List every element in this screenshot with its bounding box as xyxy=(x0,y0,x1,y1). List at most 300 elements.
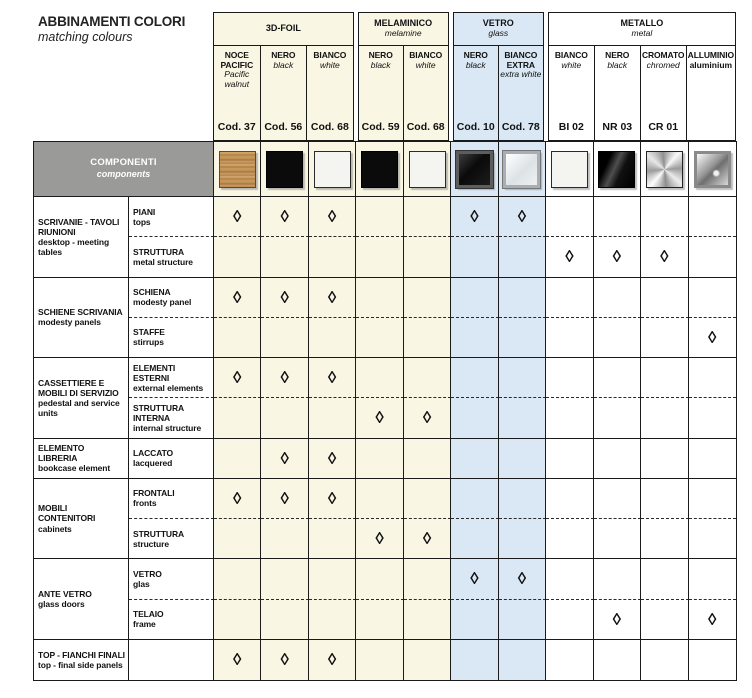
match-diamond-mark: ◊ xyxy=(708,327,717,347)
match-cell xyxy=(309,640,356,680)
match-diamond-mark: ◊ xyxy=(565,247,574,267)
column-header-nero-cod-56 xyxy=(260,46,307,140)
match-cell xyxy=(451,439,498,479)
match-cell xyxy=(214,479,261,519)
color-translation-label: black xyxy=(607,59,628,70)
component-label-english: internal structure xyxy=(133,422,202,433)
group-name-label: METALLO xyxy=(620,18,664,29)
color-name-label: BIANCO xyxy=(554,50,588,60)
match-diamond-mark: ◊ xyxy=(280,650,289,670)
color-name-label: BIANCO xyxy=(409,50,443,60)
aluminium-swatch xyxy=(694,151,731,188)
match-diamond-mark: ◊ xyxy=(470,569,479,589)
page-title xyxy=(38,14,185,44)
match-cell xyxy=(451,278,498,318)
match-diamond-mark: ◊ xyxy=(327,207,337,227)
match-diamond-mark: ◊ xyxy=(233,368,242,388)
group-label-italian: ANTE VETRO xyxy=(38,588,92,599)
match-cell xyxy=(261,197,308,237)
component-label-italian: STRUTTURA xyxy=(133,246,185,257)
match-cell xyxy=(451,197,498,237)
match-cell xyxy=(641,559,688,599)
match-cell xyxy=(451,559,498,599)
match-cell xyxy=(689,278,736,318)
white-swatch xyxy=(551,151,588,188)
column-header-noce-pacific-cod-37 xyxy=(214,46,260,140)
match-cell xyxy=(261,559,308,599)
sub-label-piani xyxy=(129,197,214,237)
swatch-cell-nero xyxy=(261,142,308,197)
color-name-label: NOCE PACIFIC xyxy=(220,50,254,70)
component-label-italian: VETRO xyxy=(133,568,162,579)
match-cell xyxy=(641,519,688,559)
match-cell xyxy=(689,237,736,277)
component-label-english: tops xyxy=(133,216,151,227)
match-cell xyxy=(214,278,261,318)
metal-black-swatch xyxy=(598,151,635,188)
match-cell xyxy=(356,479,403,519)
column-header-nero-cod-59 xyxy=(359,46,403,140)
match-diamond-mark: ◊ xyxy=(327,368,337,388)
group-label-mobili-contenitori xyxy=(34,479,129,560)
color-translation-label: black xyxy=(465,59,486,70)
match-diamond-mark: ◊ xyxy=(470,207,479,227)
group-columns xyxy=(214,46,353,140)
match-cell xyxy=(689,398,736,438)
match-cell xyxy=(641,600,688,640)
match-cell xyxy=(309,439,356,479)
color-code-label: Cod. 37 xyxy=(217,121,256,134)
sub-label-frontali xyxy=(129,479,214,519)
match-diamond-mark: ◊ xyxy=(280,207,289,227)
column-group-title xyxy=(214,13,353,46)
group-label-english: modesty panels xyxy=(38,317,101,328)
match-cell xyxy=(594,237,641,277)
sub-label-empty xyxy=(129,640,214,680)
column-header-alluminio-x xyxy=(686,46,735,140)
swatch-cell-cromato xyxy=(641,142,688,197)
swatch-cell-alluminio xyxy=(689,142,736,197)
match-cell xyxy=(499,398,546,438)
group-columns xyxy=(359,46,448,140)
match-diamond-mark: ◊ xyxy=(375,529,384,549)
column-group-melaminico xyxy=(358,12,449,141)
component-label-italian: LACCATO xyxy=(133,448,174,459)
match-diamond-mark: ◊ xyxy=(517,569,527,589)
group-label-scrivanie-tavoli-riunioni xyxy=(34,197,129,278)
match-diamond-mark: ◊ xyxy=(327,448,337,468)
color-name-label: NERO xyxy=(368,50,393,60)
color-code-label: NR 03 xyxy=(602,121,633,134)
group-label-italian: MOBILI CONTENITORI xyxy=(38,503,96,524)
match-cell xyxy=(499,439,546,479)
component-label-italian: ELEMENTI ESTERNI xyxy=(133,362,176,383)
match-cell xyxy=(499,600,546,640)
match-cell xyxy=(546,197,593,237)
match-cell xyxy=(689,358,736,398)
match-diamond-mark: ◊ xyxy=(422,408,432,428)
match-cell xyxy=(451,318,498,358)
group-translation-label: melamine xyxy=(384,28,422,39)
match-cell xyxy=(214,559,261,599)
match-cell xyxy=(356,358,403,398)
match-cell xyxy=(641,278,688,318)
match-cell xyxy=(641,640,688,680)
match-cell xyxy=(404,559,451,599)
match-cell xyxy=(689,640,736,680)
group-name-label: VETRO xyxy=(482,18,514,29)
match-cell xyxy=(641,398,688,438)
color-translation-label: chromed xyxy=(646,59,680,70)
match-cell xyxy=(451,398,498,438)
column-group-3d-foil xyxy=(213,12,354,141)
color-code-label: Cod. 59 xyxy=(361,121,400,134)
sub-label-struttura-interna xyxy=(129,398,214,438)
component-label-english: stirrups xyxy=(133,337,164,348)
column-group-title xyxy=(549,13,735,46)
match-cell xyxy=(689,439,736,479)
sub-label-struttura xyxy=(129,237,214,277)
match-cell xyxy=(594,600,641,640)
match-cell xyxy=(594,519,641,559)
component-label-italian: TELAIO xyxy=(133,609,164,620)
color-name-label: NERO xyxy=(463,50,488,60)
color-translation-label: extra white xyxy=(500,69,542,80)
glass-white-swatch xyxy=(503,151,540,188)
group-label-elemento-libreria xyxy=(34,439,129,479)
match-cell xyxy=(451,479,498,519)
match-cell xyxy=(309,398,356,438)
color-code-label: Cod. 68 xyxy=(310,121,349,134)
column-header-bianco-extra-cod-78 xyxy=(498,46,543,140)
match-cell xyxy=(404,600,451,640)
sub-label-vetro xyxy=(129,559,214,599)
match-cell xyxy=(214,439,261,479)
group-label-italian: TOP - FIANCHI FINALI xyxy=(38,649,125,660)
match-cell xyxy=(309,278,356,318)
swatch-cell-bianco-extra xyxy=(499,142,546,197)
match-cell xyxy=(404,318,451,358)
component-label-italian: STRUTTURA xyxy=(133,528,185,539)
match-diamond-mark: ◊ xyxy=(327,650,337,670)
match-cell xyxy=(261,318,308,358)
color-code-label: BI 02 xyxy=(558,121,584,134)
group-label-schiene-scrivania xyxy=(34,278,129,359)
match-cell xyxy=(261,237,308,277)
match-diamond-mark: ◊ xyxy=(660,247,669,267)
match-cell xyxy=(689,600,736,640)
page-title-english: matching colours xyxy=(38,30,133,44)
match-cell xyxy=(451,358,498,398)
column-group-vetro xyxy=(453,12,544,141)
match-cell xyxy=(451,600,498,640)
match-cell xyxy=(594,318,641,358)
match-cell xyxy=(594,197,641,237)
match-diamond-mark: ◊ xyxy=(612,247,622,267)
match-cell xyxy=(641,439,688,479)
sub-label-struttura xyxy=(129,519,214,559)
match-diamond-mark: ◊ xyxy=(280,488,289,508)
match-cell xyxy=(499,519,546,559)
match-cell xyxy=(594,398,641,438)
white-swatch xyxy=(314,151,351,188)
match-diamond-mark: ◊ xyxy=(327,287,337,307)
match-cell xyxy=(214,600,261,640)
component-label-english: lacquered xyxy=(133,458,173,469)
match-cell xyxy=(309,197,356,237)
match-cell xyxy=(546,479,593,519)
color-name-label: NERO xyxy=(605,50,630,60)
color-code-label: CR 01 xyxy=(648,121,679,134)
match-cell xyxy=(499,640,546,680)
match-cell xyxy=(499,318,546,358)
match-cell xyxy=(546,600,593,640)
match-cell xyxy=(404,278,451,318)
match-diamond-mark: ◊ xyxy=(280,448,289,468)
wood-swatch xyxy=(219,151,256,188)
match-diamond-mark: ◊ xyxy=(233,488,242,508)
match-cell xyxy=(594,278,641,318)
color-translation-label: black xyxy=(273,59,294,70)
sub-label-elementi-esterni xyxy=(129,358,214,398)
group-label-ante-vetro xyxy=(34,559,129,640)
match-cell xyxy=(689,479,736,519)
match-cell xyxy=(309,559,356,599)
color-name-label: ALLUMINIO xyxy=(687,50,734,60)
match-cell xyxy=(356,197,403,237)
glass-black-swatch xyxy=(456,151,493,188)
sub-label-laccato xyxy=(129,439,214,479)
group-label-italian: ELEMENTO LIBRERIA xyxy=(38,443,85,464)
group-name-label: MELAMINICO xyxy=(374,18,433,29)
group-translation-label: metal xyxy=(631,28,653,39)
group-label-english: desktop - meeting tables xyxy=(38,236,110,257)
column-header-cromato-cr-01 xyxy=(640,46,686,140)
match-cell xyxy=(214,640,261,680)
match-cell xyxy=(214,398,261,438)
match-cell xyxy=(356,237,403,277)
black-swatch xyxy=(361,151,398,188)
match-cell xyxy=(261,519,308,559)
group-label-italian: SCHIENE SCRIVANIA xyxy=(38,307,123,318)
color-translation-label: white xyxy=(319,59,340,70)
column-group-title xyxy=(359,13,448,46)
match-cell xyxy=(356,559,403,599)
column-header-nero-cod-10 xyxy=(454,46,498,140)
component-label-italian: PIANI xyxy=(133,206,156,217)
match-cell xyxy=(689,559,736,599)
match-cell xyxy=(499,358,546,398)
match-cell xyxy=(641,237,688,277)
match-diamond-mark: ◊ xyxy=(708,609,717,629)
sub-label-schiena xyxy=(129,278,214,318)
component-label-english: modesty panel xyxy=(133,297,192,308)
match-cell xyxy=(404,640,451,680)
match-cell xyxy=(499,559,546,599)
group-label-english: top - final side panels xyxy=(38,659,123,670)
match-cell xyxy=(451,640,498,680)
chrome-swatch xyxy=(646,151,683,188)
color-name-label: CROMATO xyxy=(641,50,685,60)
match-cell xyxy=(356,318,403,358)
sub-label-staffe xyxy=(129,318,214,358)
match-cell xyxy=(261,358,308,398)
match-cell xyxy=(499,197,546,237)
match-cell xyxy=(594,559,641,599)
column-group-title xyxy=(454,13,543,46)
match-cell xyxy=(689,318,736,358)
match-diamond-mark: ◊ xyxy=(612,609,622,629)
color-code-label: Cod. 68 xyxy=(406,121,445,134)
match-cell xyxy=(499,237,546,277)
match-cell xyxy=(404,197,451,237)
match-cell xyxy=(546,398,593,438)
match-cell xyxy=(261,278,308,318)
match-cell xyxy=(451,519,498,559)
swatch-cell-bianco xyxy=(404,142,451,197)
match-cell xyxy=(261,398,308,438)
page-title-italian: ABBINAMENTI COLORI xyxy=(38,14,186,29)
match-diamond-mark: ◊ xyxy=(233,207,242,227)
match-cell xyxy=(594,358,641,398)
match-cell xyxy=(356,640,403,680)
color-code-label: Cod. 56 xyxy=(264,121,303,134)
match-cell xyxy=(546,318,593,358)
components-header-cell xyxy=(34,142,214,197)
match-cell xyxy=(214,197,261,237)
group-label-cassettiere-e-mobili-di-servizio xyxy=(34,358,129,439)
group-label-english: pedestal and service units xyxy=(38,397,120,418)
match-cell xyxy=(214,358,261,398)
match-cell xyxy=(594,479,641,519)
match-cell xyxy=(641,318,688,358)
components-label-italian: COMPONENTI xyxy=(90,157,157,169)
match-cell xyxy=(356,398,403,438)
component-label-english: metal structure xyxy=(133,256,193,267)
match-cell xyxy=(356,439,403,479)
match-cell xyxy=(356,519,403,559)
swatch-cell-bianco xyxy=(546,142,593,197)
component-label-english: glas xyxy=(133,578,150,589)
color-code-label: Cod. 10 xyxy=(456,121,495,134)
match-diamond-mark: ◊ xyxy=(327,488,337,508)
match-cell xyxy=(214,237,261,277)
group-name-label: 3D-FOIL xyxy=(265,23,301,34)
matching-matrix-table xyxy=(33,141,737,681)
match-diamond-mark: ◊ xyxy=(375,408,384,428)
group-label-english: cabinets xyxy=(38,523,72,534)
match-cell xyxy=(641,358,688,398)
match-cell xyxy=(546,519,593,559)
match-cell xyxy=(499,479,546,519)
swatch-cell-nero xyxy=(594,142,641,197)
color-name-label: BIANCO xyxy=(313,50,347,60)
group-label-english: glass doors xyxy=(38,599,85,609)
match-cell xyxy=(689,519,736,559)
component-label-italian: STRUTTURA INTERNA xyxy=(133,402,184,423)
match-cell xyxy=(261,479,308,519)
component-label-italian: FRONTALI xyxy=(133,488,175,499)
match-cell xyxy=(404,439,451,479)
color-code-label: Cod. 78 xyxy=(501,121,540,134)
match-diamond-mark: ◊ xyxy=(280,368,289,388)
swatch-cell-nero xyxy=(451,142,498,197)
group-label-italian: CASSETTIERE E MOBILI DI SERVIZIO xyxy=(38,377,119,398)
color-translation-label: Pacific walnut xyxy=(224,69,250,89)
black-swatch xyxy=(266,151,303,188)
match-cell xyxy=(546,358,593,398)
color-name-label: BIANCO EXTRA xyxy=(504,50,538,70)
match-cell xyxy=(404,519,451,559)
match-cell xyxy=(404,237,451,277)
group-label-top-fianchi-finali xyxy=(34,640,129,680)
match-cell xyxy=(261,600,308,640)
match-cell xyxy=(214,519,261,559)
components-label-english: components xyxy=(96,169,151,180)
color-translation-label: white xyxy=(561,59,582,70)
swatch-cell-nero xyxy=(356,142,403,197)
match-cell xyxy=(546,559,593,599)
color-name-label: NERO xyxy=(271,50,296,60)
match-cell xyxy=(309,237,356,277)
group-label-italian: SCRIVANIE - TAVOLI RIUNIONI xyxy=(38,216,120,237)
color-translation-label: white xyxy=(415,59,436,70)
match-cell xyxy=(404,358,451,398)
match-diamond-mark: ◊ xyxy=(280,287,289,307)
sub-label-telaio xyxy=(129,600,214,640)
color-translation-label: aluminium xyxy=(689,59,733,70)
match-cell xyxy=(261,640,308,680)
match-diamond-mark: ◊ xyxy=(517,207,527,227)
match-diamond-mark: ◊ xyxy=(233,650,242,670)
match-cell xyxy=(451,237,498,277)
match-cell xyxy=(309,358,356,398)
column-header-bianco-bi-02 xyxy=(549,46,594,140)
match-cell xyxy=(309,318,356,358)
column-header-bianco-cod-68 xyxy=(403,46,448,140)
match-cell xyxy=(689,197,736,237)
match-cell xyxy=(404,479,451,519)
match-cell xyxy=(309,519,356,559)
match-diamond-mark: ◊ xyxy=(422,529,432,549)
component-label-english: external elements xyxy=(133,382,204,393)
component-label-english: frame xyxy=(133,619,156,630)
component-label-italian: SCHIENA xyxy=(133,287,171,298)
swatch-cell-noce-pacific xyxy=(214,142,261,197)
match-cell xyxy=(356,600,403,640)
match-diamond-mark: ◊ xyxy=(233,287,242,307)
match-cell xyxy=(594,640,641,680)
match-cell xyxy=(546,439,593,479)
white-swatch xyxy=(409,151,446,188)
swatch-cell-bianco xyxy=(309,142,356,197)
match-cell xyxy=(546,640,593,680)
match-cell xyxy=(309,479,356,519)
component-label-english: fronts xyxy=(133,498,157,509)
color-translation-label: black xyxy=(370,59,391,70)
match-cell xyxy=(546,278,593,318)
match-cell xyxy=(641,479,688,519)
match-cell xyxy=(546,237,593,277)
group-translation-label: glass xyxy=(488,28,509,39)
column-group-metallo xyxy=(548,12,736,141)
column-header-bianco-cod-68 xyxy=(306,46,353,140)
group-label-english: bookcase element xyxy=(38,463,111,474)
group-columns xyxy=(454,46,543,140)
match-cell xyxy=(214,318,261,358)
match-cell xyxy=(641,197,688,237)
match-cell xyxy=(499,278,546,318)
